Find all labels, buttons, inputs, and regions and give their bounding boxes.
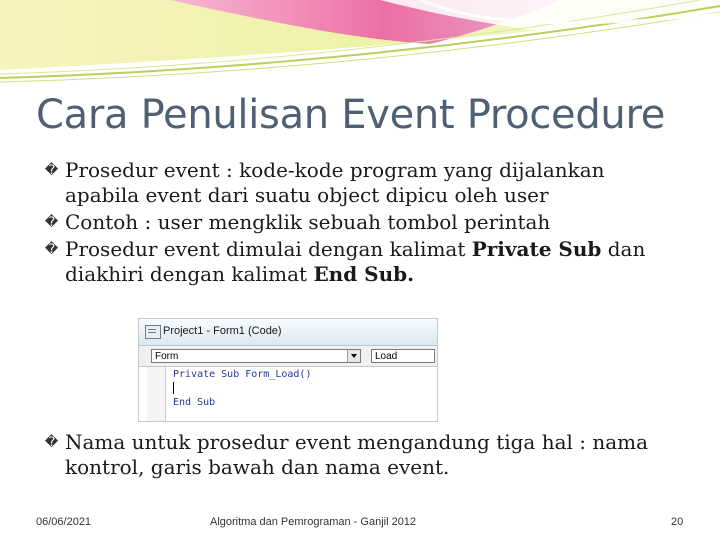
code-editor[interactable] — [139, 367, 437, 421]
code-line: End Sub — [173, 397, 216, 408]
bullet-marker-icon: � — [44, 435, 59, 450]
bullet-list-lower — [44, 430, 684, 482]
code-line: Private Sub Form_Load() — [173, 369, 312, 380]
bullet-marker-icon: � — [44, 242, 59, 257]
bullet-marker-icon: � — [44, 163, 59, 178]
bullet-marker-icon: � — [44, 215, 59, 230]
bullet-text: Prosedur event dimulai dengan kalimat — [65, 237, 472, 261]
bullet-text: dan diakhiri dengan kalimat — [65, 237, 646, 286]
code-window-combo-bar — [139, 346, 437, 367]
bullet-period: . — [407, 262, 415, 286]
keyword-end-sub: End Sub — [313, 262, 408, 286]
text-caret — [173, 382, 174, 394]
keyword-private-sub: Private Sub — [471, 237, 602, 261]
header-decoration — [0, 0, 720, 90]
bullet-item — [44, 158, 684, 208]
code-window-icon — [145, 325, 161, 339]
code-window-titlebar — [139, 319, 437, 346]
procedure-dropdown[interactable] — [371, 349, 435, 363]
vb-code-window — [138, 318, 438, 422]
bullet-item — [44, 210, 684, 235]
footer-course: Algoritma dan Pemrograman - Ganjil 2012 — [210, 516, 417, 528]
page-number: 20 — [671, 516, 684, 528]
bullet-text: Nama untuk prosedur event mengandung tiga hal : nama kontrol, garis bawah dan nama event. — [65, 430, 649, 479]
procedure-dropdown-value: Load — [375, 351, 398, 362]
bullet-text: Contoh : user mengklik sebuah tombol perintah — [65, 210, 551, 234]
object-dropdown[interactable] — [151, 349, 361, 363]
object-dropdown-value: Form — [155, 351, 179, 362]
bullet-text: Prosedur event : kode-kode program yang dijalankan apabila event dari suatu object dipicu oleh user — [65, 158, 605, 207]
code-window-title: Project1 - Form1 (Code) — [163, 325, 282, 337]
bullet-list — [44, 158, 684, 289]
footer-date: 06/06/2021 — [36, 516, 92, 528]
bullet-item — [44, 430, 684, 480]
chevron-down-icon[interactable] — [347, 350, 360, 362]
bullet-item — [44, 237, 684, 287]
slide-title: Cara Penulisan Event Procedure — [36, 92, 666, 138]
code-margin — [147, 367, 166, 421]
